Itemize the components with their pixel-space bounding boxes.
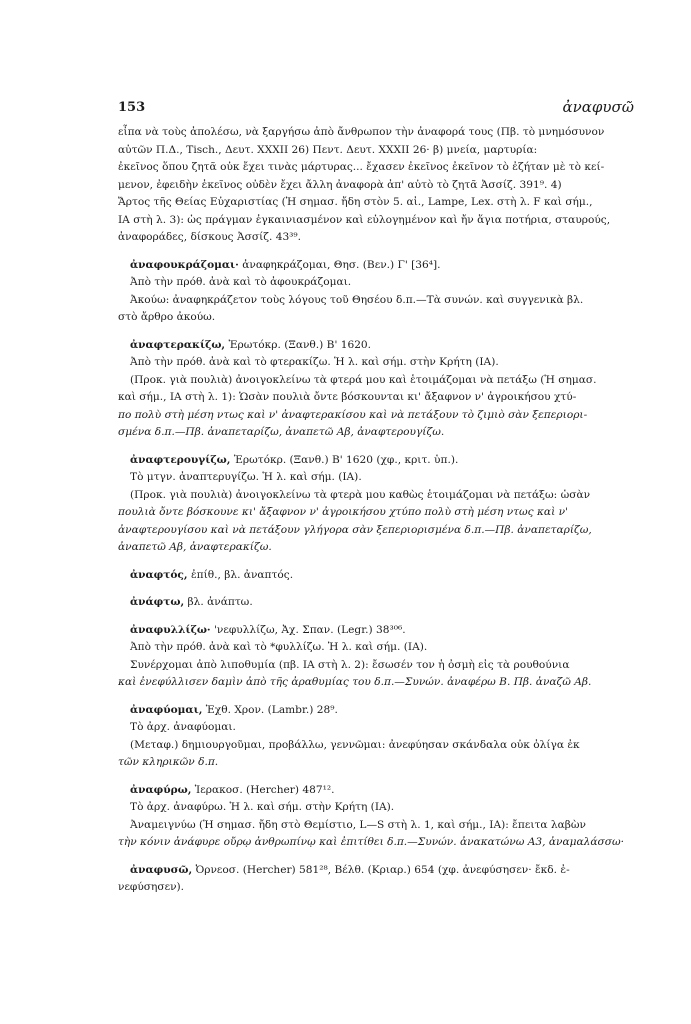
headword: ἀναφυσῶ, <box>130 863 193 876</box>
text-line: σμένα δ.π.—Πβ. ἀναπεταρίζω, ἀναπετῶ Αβ, ἀναφτερουγίζω. <box>118 426 445 438</box>
text-line: ΙΑ στὴ λ. 3): ὡς πράγμαν ἐγκαινιασμένον καὶ εὐλογημένον καὶ ἤν ἅγια ποτήρια, σταυρούς, <box>118 213 611 226</box>
dictionary-entry <box>118 622 634 692</box>
text-line: Συνέρχομαι ἀπὸ λιποθυμία (πβ. ΙΑ στὴ λ. 2): ἔσωσέν τον ἡ ὀσμὴ εἰς τὰ ρουθούνια <box>130 658 570 671</box>
entry-first-line <box>118 702 634 720</box>
entry-first-line <box>118 622 634 640</box>
entry-first-line <box>118 567 634 585</box>
entry-first-line <box>118 337 634 355</box>
text-line: στὸ ἄρθρο ἀκούω. <box>118 311 216 323</box>
entry-first-line <box>118 862 634 880</box>
intro-paragraph <box>118 124 634 247</box>
entry-text: βλ. ἀνάπτω. <box>187 596 253 608</box>
text-line: πουλιὰ ὄντε βόσκουνε κι' ἄξαφνον ν' ἀγροικήσου χτύπο πολὺ στὴ μέση ντως καὶ ν' <box>118 506 568 518</box>
entry-text: Ἱερακοσ. (Hercher) 487¹². <box>194 783 335 796</box>
text-line: Ἀπὸ τὴν πρόθ. ἀνὰ καὶ τὸ *φυλλίζω. Ἡ λ. καὶ σήμ. (ΙΑ). <box>130 641 428 653</box>
headword: ἀναφτερουγίζω, <box>130 453 231 466</box>
text-line: Ἀπὸ τὴν πρόθ. ἀνὰ καὶ τὸ ἀφουκράζομαι. <box>130 276 352 288</box>
entry-first-line <box>118 452 634 470</box>
text-line: Τὸ ἀρχ. ἀναφύομαι. <box>130 721 236 733</box>
entry-text: Ἐχθ. Χρον. (Lambr.) 28⁹. <box>205 703 338 716</box>
text-line: πο πολὺ στὴ μέση ντως καὶ ν' ἀναφτερακίσου καὶ νὰ πετάξουν τὸ ζιμιὸ σὰν ξεπεριορι- <box>118 408 588 421</box>
entry-text: Ἐρωτόκρ. (Ξανθ.) Β' 1620 (χφ., κριτ. ὑπ.). <box>233 453 459 466</box>
headword: ἀναφύομαι, <box>130 703 203 716</box>
headword: ἀναφτός, <box>130 568 188 581</box>
entry-text: ἀναφηκράζομαι, Θησ. (Βεν.) Γ' [36⁴]. <box>242 258 441 271</box>
text-line: (Μεταφ.) δημιουργοῦμαι, προβάλλω, γεννῶμαι: ἀνεφύησαν σκάνδαλα οὐκ ὀλίγα ἐκ <box>130 738 580 751</box>
entry-text: 'νεφυλλίζω, Ἀχ. Σπαν. (Legr.) 38³⁰⁶. <box>214 623 406 636</box>
dictionary-entry <box>118 782 634 852</box>
entry-first-line <box>118 594 634 612</box>
text-line: αὐτῶν Π.Δ., Tisch., Δευτ. XXXII 26) Πεντ. Δευτ. XXXII 26· β) μνεία, μαρτυρία: <box>118 143 538 156</box>
text-line: Ἀκούω: ἀναφηκράζετον τοὺς λόγους τοῦ Θησέου δ.π.—Τὰ συνών. καὶ συγγενικὰ βλ. <box>130 293 584 306</box>
text-line: ἀναφοράδες, δίσκους Ἀσσίζ. 43³⁹. <box>118 231 302 243</box>
dictionary-entry <box>118 702 634 772</box>
entry-text: Ἐρωτόκρ. (Ξανθ.) Β' 1620. <box>228 338 372 351</box>
headword: ἀναφύρω, <box>130 783 192 796</box>
entry-first-line <box>118 257 634 275</box>
text-line: Ἀπὸ τὴν πρόθ. ἀνὰ καὶ τὸ φτερακίζω. Ἡ λ. καὶ σήμ. στὴν Κρήτη (ΙΑ). <box>130 356 499 368</box>
headword: ἀνάφτω, <box>130 596 185 608</box>
entry-first-line <box>118 782 634 800</box>
text-line: ἀναφτερουγίσου καὶ νὰ πετάξουν γλήγορα σὰν ξεπεριορισμένα δ.π.—Πβ. ἀναπεταρίζω, <box>118 523 592 536</box>
dictionary-entry <box>118 337 634 442</box>
dictionary-entry <box>118 567 634 585</box>
dictionary-entry <box>118 452 634 557</box>
entry-text: ἐπίθ., βλ. ἀναπτός. <box>190 568 294 581</box>
dictionary-entry <box>118 594 634 612</box>
text-line: Ἀναμειγνύω (Ἡ σημασ. ἤδη στὸ Θεμίστιο, L—S στὴ λ. 1, καὶ σήμ., ΙΑ): ἔπειτα λαβὼν <box>130 818 586 831</box>
dictionary-entry <box>118 257 634 327</box>
text-line: (Προκ. γιὰ πουλιὰ) ἀνοιγοκλείνω τὰ φτερά μου καὶ ἑτοιμάζομαι νὰ πετάξω (Ἡ σημασ. <box>130 373 597 386</box>
headword: ἀναφτερακίζω, <box>130 338 226 351</box>
text-line: μενον, ἐφειδὴν ἐκεῖνος οὐδὲν ἔχει ἄλλη ἀναφορὰ ἀπ' αὐτὸ τὸ ζητᾶ Ἀσσίζ. 391⁹. 4) <box>118 178 562 191</box>
entry-text: Ὀρνεοσ. (Hercher) 581²⁸, Βέλθ. (Κριαρ.) 654 (χφ. ἀνεφύσησεν· ἔκδ. ἐ- <box>195 863 570 876</box>
text-line: νεφύσησεν). <box>118 881 185 893</box>
headword: ἀναφουκράζομαι· <box>130 258 239 271</box>
text-line: καὶ ἐνεφύλλισεν δαμὶν ἀπὸ τῆς ἀραθυμίας του δ.π.—Συνών. ἀναφέρω Β. Πβ. ἀναζῶ Αβ. <box>118 676 592 688</box>
headword: ἀναφυλλίζω· <box>130 623 211 636</box>
text-line: Τὸ ἀρχ. ἀναφύρω. Ἡ λ. καὶ σήμ. στὴν Κρήτη (ΙΑ). <box>130 801 395 813</box>
text-line: ἐκεῖνος ὅπου ζητᾶ οὐκ ἔχει τινὰς μάρτυρας... ἔχασεν ἐκεῖνος ἐκεῖνον τὸ ἐζήταν μὲ τὸ κεί- <box>118 161 605 173</box>
text-line: Ἄρτος τῆς Θείας Εὐχαριστίας (Ἡ σημασ. ἤδη στὸν 5. αἰ., Lampe, Lex. στὴ λ. F καὶ σήμ., <box>118 196 593 208</box>
text-line: (Προκ. γιὰ πουλιὰ) ἀνοιγοκλείνω τὰ φτερὰ μου καθὼς ἑτοιμάζομαι νὰ πετάξω: ὡσὰν <box>130 488 591 501</box>
text-line: ἀναπετῶ Αβ, ἀναφτερακίζω. <box>118 541 272 553</box>
running-head: ἀναφυσῶ <box>562 98 634 116</box>
text-line: Τὸ μτγν. ἀναπτερυγίζω. Ἡ λ. καὶ σήμ. (ΙΑ). <box>130 471 362 483</box>
text-line: εἶπα νὰ τοὺς ἀπολέσω, νὰ ξαργήσω ἀπὸ ἄνθρωπον τὴν ἀναφορά τους (Πβ. τὸ μνημόσυνον <box>118 126 605 138</box>
text-line: καὶ σήμ., ΙΑ στὴ λ. 1): Ὡσὰν πουλιὰ ὄντε βόσκουνται κι' ἄξαφνον ν' ἀγροικήσου χτύ- <box>118 391 577 403</box>
text-line: τὴν κόνιν ἀνάφυρε οὔρῳ ἀνθρωπίνῳ καὶ ἐπιτίθει δ.π.—Συνών. ἀνακατώνω Α3, ἀναμαλάσσω· <box>118 836 624 848</box>
page-body <box>118 124 634 897</box>
page-number: 153 <box>118 100 146 115</box>
text-line: τῶν κληρικῶν δ.π. <box>118 756 219 768</box>
dictionary-entry <box>118 862 634 897</box>
